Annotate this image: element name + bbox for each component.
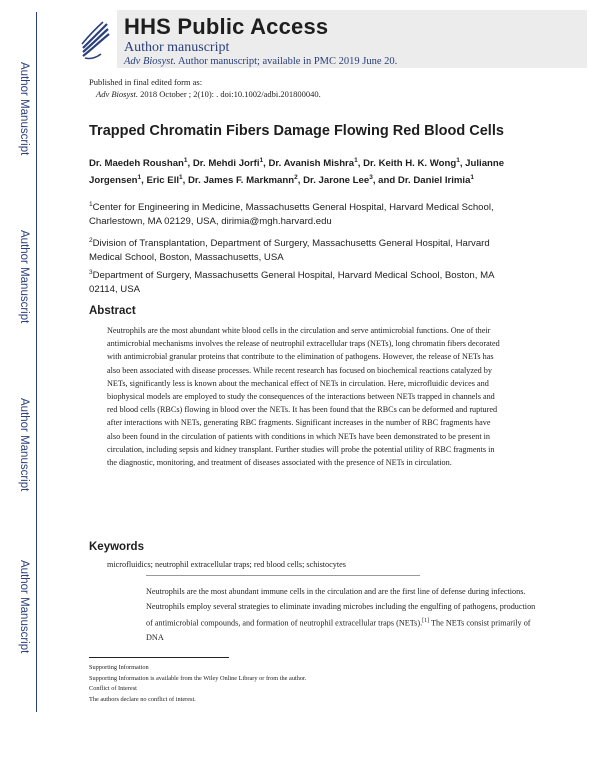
header-availability: Author manuscript; available in PMC 2019 June 20. <box>177 56 398 67</box>
author-affiliation-number: 1 <box>137 173 142 181</box>
affiliation-number: 3 <box>89 269 93 276</box>
hhs-eagle-icon <box>79 18 111 62</box>
author-separator: , <box>297 174 304 186</box>
author-separator: , <box>357 158 364 170</box>
author-affiliation-number: 3 <box>369 173 373 181</box>
footnote-divider <box>89 657 229 658</box>
author-separator: , <box>182 174 188 186</box>
author-name: Dr. Maedeh Roushan <box>89 158 184 170</box>
author-separator: , <box>187 158 193 170</box>
affiliation-text: Center for Engineering in Medicine, Massachusetts General Hospital, Harvard Medical School, Charlestown, MA 02129, USA, dirimia@mgh.harvard.edu <box>89 202 494 227</box>
author-name: Julianne Jorgensen <box>89 158 505 186</box>
hhs-logo <box>73 10 117 68</box>
author-manuscript-subtitle: Author manuscript <box>124 40 230 55</box>
supporting-info-heading: Supporting Information <box>89 664 149 671</box>
header-journal-name: Adv Biosyst. <box>124 56 176 67</box>
section-divider <box>146 575 420 576</box>
keywords-text: microfluidics; neutrophil extracellular traps; red blood cells; schistocytes <box>107 560 346 569</box>
author-affiliation-number: 1 <box>183 157 188 164</box>
citation-reference[interactable]: [1] <box>422 618 430 624</box>
sidebar-author-manuscript-label: Author Manuscript <box>18 62 30 156</box>
affiliation-number: 1 <box>89 201 93 208</box>
author-list <box>89 154 539 187</box>
published-label: Published in final edited form as: <box>89 77 203 87</box>
author-affiliation-number: 1 <box>456 157 460 164</box>
supporting-info-text: Supporting Information is available from the Wiley Online Library or from the author. <box>89 674 307 682</box>
author-affiliation-number: 1 <box>354 157 358 164</box>
author-name: Dr. James F. Markmann <box>188 174 295 186</box>
conflict-heading: Conflict of Interest <box>89 685 137 692</box>
affiliation <box>89 198 519 228</box>
sidebar-author-manuscript-label: Author Manuscript <box>18 560 30 654</box>
author-name: Dr. Avanish Mishra <box>268 158 355 170</box>
paper-title: Trapped Chromatin Fibers Damage Flowing Red Blood Cells <box>89 123 504 139</box>
publication-journal: Adv Biosyst. <box>96 89 139 99</box>
conflict-text: The authors declare no conflict of interest. <box>89 695 196 703</box>
author-affiliation-number: 1 <box>470 173 475 181</box>
body-text: Neutrophils are the most abundant immune cells in the circulation and are the first line of defense during infections. Neutrophils employ several strategies to eliminate invading microbes including the engulfing of pathogens, production of antimicrobial compounds, and formation of neutrophil extracellular traps (NETs). <box>146 587 536 628</box>
author-name: Dr. Keith H. K. Wong <box>363 158 457 170</box>
author-name: Dr. Daniel Irimia <box>397 174 471 186</box>
body-paragraph <box>146 585 544 646</box>
abstract-text: Neutrophils are the most abundant white blood cells in the circulation and serve antimicrobial functions. One of their antimicrobial mechanisms involves the release of neutrophil extracellular traps (NETs), long chromatin fibers decorated with antimicrobial granular proteins that contribute to the elimination of pathogens. However, the release of NETs has also been associated with disease processes. While recent research has focused on biochemical reactions catalyzed by NETs, significantly less is known about the mechanical effect of NETs in circulation. Here, microfluidic devices and biophysical models are employed to study the consequences of the interactions between NETs trapped in channels and red blood cells (RBCs) flowing in blood over the NETs. It has been found that the RBCs can be deformed and ruptured after interactions with NETs, generating RBC fragments. Significant increases in the number of RBC fragments have also been found in the circulation of patients with conditions in which NETs have been demonstrated to be present in circulation, including sepsis and kidney transplant. Further studies will probe the potential utility of RBC fragments in the diagnostic, monitoring, and treatment of diseases associated with the presence of NETs in circulation. <box>107 326 500 468</box>
abstract-heading: Abstract <box>89 305 136 317</box>
hhs-public-access-title: HHS Public Access <box>124 14 329 39</box>
header-citation <box>124 56 397 67</box>
affiliation <box>89 266 519 296</box>
publication-details: 2018 October ; 2(10): . doi:10.1002/adbi.201800040. <box>140 89 321 99</box>
affiliation-text: Department of Surgery, Massachusetts General Hospital, Harvard Medical School, Boston, MA 02114, USA <box>89 270 494 295</box>
author-name: Dr. Mehdi Jorfi <box>192 158 260 170</box>
author-name: Dr. Jarone Lee <box>303 174 370 186</box>
affiliation-text: Division of Transplantation, Department of Surgery, Massachusetts General Hospital, Harvard Medical School, Boston, Massachusetts, USA <box>89 238 490 263</box>
sidebar-divider <box>36 12 37 712</box>
body-text-continued: The NETs consist primarily of DNA <box>146 618 531 643</box>
author-name: Eric Ell <box>146 174 180 186</box>
affiliation-number: 2 <box>89 237 93 244</box>
footnotes <box>89 663 306 705</box>
publication-citation <box>96 89 321 99</box>
sidebar-author-manuscript-label: Author Manuscript <box>18 398 30 492</box>
author-affiliation-number: 1 <box>259 157 264 164</box>
author-separator: , <box>141 174 147 186</box>
author-separator: , <box>263 158 269 170</box>
author-separator: , <box>459 158 466 170</box>
author-affiliation-number: 2 <box>294 173 298 181</box>
sidebar-author-manuscript-label: Author Manuscript <box>18 230 30 324</box>
author-separator: , and <box>372 174 398 186</box>
keywords-heading: Keywords <box>89 541 144 553</box>
affiliation <box>89 234 519 264</box>
author-affiliation-number: 1 <box>179 173 183 181</box>
